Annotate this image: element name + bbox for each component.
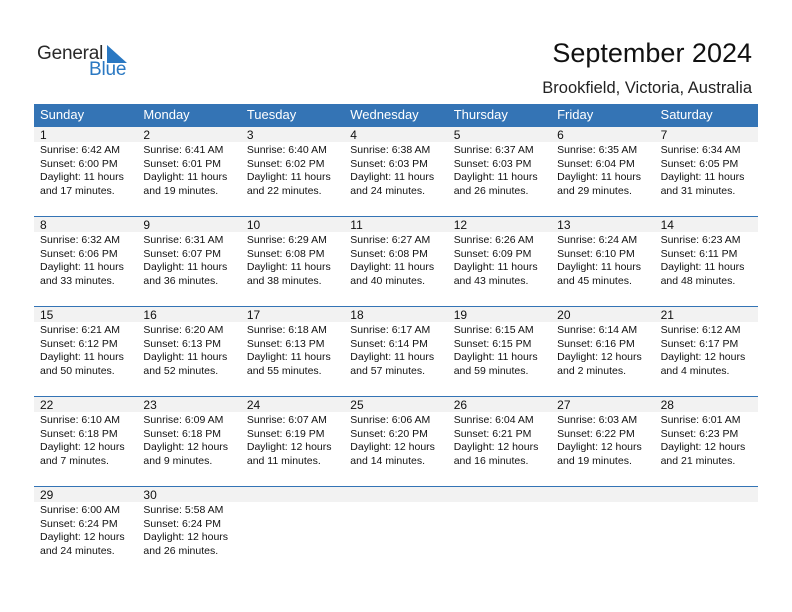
sunset-text: Sunset: 6:12 PM: [40, 337, 118, 350]
daylight-text: Daylight: 11 hours: [557, 261, 641, 274]
sun-info: [557, 414, 642, 468]
minutes-text: and 48 minutes.: [660, 274, 736, 287]
sunset-text: Sunset: 6:11 PM: [660, 247, 738, 260]
day-number: 2: [143, 128, 151, 142]
sunset-text: Sunset: 6:03 PM: [453, 157, 532, 170]
day-cell: [448, 306, 551, 386]
sunrise-text: Sunrise: 6:23 AM: [660, 234, 741, 246]
sun-info: [40, 324, 124, 378]
daylight-text: Daylight: 11 hours: [350, 171, 435, 184]
day-number: 28: [660, 398, 674, 412]
daylight-text: Daylight: 11 hours: [143, 261, 228, 274]
day-number: 15: [40, 308, 54, 322]
sun-info: [557, 234, 641, 288]
sunrise-text: Sunrise: 6:15 AM: [453, 324, 534, 336]
day-cell: [344, 126, 447, 206]
sunrise-text: Sunrise: 6:42 AM: [40, 144, 120, 156]
sun-info: [661, 144, 745, 198]
minutes-text: and 26 minutes.: [453, 184, 529, 197]
calendar-week: [34, 396, 758, 476]
day-number: 24: [246, 398, 261, 412]
daylight-text: Daylight: 11 hours: [40, 261, 124, 274]
sunrise-text: Sunrise: 6:07 AM: [246, 414, 327, 426]
minutes-text: and 4 minutes.: [660, 364, 730, 377]
day-number: 14: [660, 218, 674, 232]
day-cell: [655, 216, 758, 296]
minutes-text: and 36 minutes.: [143, 274, 219, 287]
day-number: 1: [40, 128, 47, 142]
minutes-text: and 22 minutes.: [246, 184, 322, 197]
daylight-text: Daylight: 11 hours: [246, 171, 331, 184]
generalblue-logo: [37, 43, 137, 83]
sunset-text: Sunset: 6:06 PM: [40, 247, 118, 260]
daylight-text: Daylight: 12 hours: [40, 441, 125, 454]
sunset-text: Sunset: 6:01 PM: [143, 157, 222, 170]
day-cell: [655, 126, 758, 206]
daylight-text: Daylight: 11 hours: [40, 351, 124, 364]
day-number: 6: [557, 128, 564, 142]
day-cell: [344, 306, 447, 386]
sunrise-text: Sunrise: 6:21 AM: [40, 324, 120, 336]
daylight-text: Daylight: 11 hours: [350, 351, 435, 364]
day-cell: [34, 126, 137, 206]
sunrise-text: Sunrise: 6:26 AM: [453, 234, 534, 246]
sunrise-text: Sunrise: 5:58 AM: [143, 504, 224, 516]
daylight-text: Daylight: 12 hours: [350, 441, 435, 454]
sun-info: [143, 504, 228, 558]
weekday-header-tuesday: Tuesday: [246, 107, 297, 122]
day-cell: [448, 396, 551, 476]
sun-info: [247, 414, 332, 468]
day-cell: [655, 306, 758, 386]
minutes-text: and 31 minutes.: [660, 184, 736, 197]
minutes-text: and 17 minutes.: [40, 184, 115, 197]
sun-info: [40, 414, 125, 468]
logo-text-general: General: [37, 43, 104, 64]
day-cell: [551, 396, 654, 476]
sun-info: [247, 144, 331, 198]
minutes-text: and 24 minutes.: [350, 184, 425, 197]
daylight-text: Daylight: 11 hours: [246, 351, 331, 364]
daylight-text: Daylight: 12 hours: [143, 441, 229, 454]
minutes-text: and 38 minutes.: [246, 274, 322, 287]
logo-text-blue: Blue: [89, 59, 127, 80]
sunrise-text: Sunrise: 6:37 AM: [453, 144, 534, 156]
daylight-text: Daylight: 12 hours: [246, 441, 332, 454]
sunset-text: Sunset: 6:18 PM: [40, 427, 118, 440]
day-number: 29: [40, 488, 54, 502]
day-cell: [241, 216, 344, 296]
sun-info: [143, 324, 227, 378]
daylight-text: Daylight: 11 hours: [453, 261, 538, 274]
sunset-text: Sunset: 6:24 PM: [40, 517, 118, 530]
sunrise-text: Sunrise: 6:01 AM: [660, 414, 741, 426]
day-cell: [344, 396, 447, 476]
day-number: 22: [40, 398, 54, 412]
sun-info: [661, 324, 746, 378]
minutes-text: and 2 minutes.: [557, 364, 627, 377]
sunset-text: Sunset: 6:23 PM: [660, 427, 739, 440]
day-cell: [551, 216, 654, 296]
day-cell: [34, 486, 137, 566]
sunset-text: Sunset: 6:05 PM: [660, 157, 739, 170]
minutes-text: and 7 minutes.: [40, 454, 109, 467]
sunrise-text: Sunrise: 6:29 AM: [246, 234, 327, 246]
sunrise-text: Sunrise: 6:24 AM: [557, 234, 638, 246]
day-cell: [344, 216, 447, 296]
sun-info: [247, 324, 331, 378]
minutes-text: and 33 minutes.: [40, 274, 115, 287]
sunrise-text: Sunrise: 6:12 AM: [660, 324, 741, 336]
day-number: 25: [350, 398, 364, 412]
sun-info: [454, 234, 538, 288]
daylight-text: Daylight: 12 hours: [143, 531, 229, 544]
sunset-text: Sunset: 6:08 PM: [350, 247, 428, 260]
daylight-text: Daylight: 12 hours: [660, 351, 746, 364]
day-cell: [655, 396, 758, 476]
sunset-text: Sunset: 6:17 PM: [660, 337, 739, 350]
day-number: 20: [557, 308, 571, 322]
day-cell: [448, 126, 551, 206]
sunset-text: Sunset: 6:18 PM: [143, 427, 222, 440]
weekday-header-saturday: Saturday: [660, 107, 713, 122]
day-cell: [137, 126, 240, 206]
sun-info: [661, 414, 746, 468]
sunrise-text: Sunrise: 6:09 AM: [143, 414, 224, 426]
daylight-text: Daylight: 11 hours: [557, 171, 641, 184]
sunset-text: Sunset: 6:04 PM: [557, 157, 635, 170]
sunrise-text: Sunrise: 6:35 AM: [557, 144, 638, 156]
sun-info: [40, 144, 124, 198]
sunrise-text: Sunrise: 6:14 AM: [557, 324, 638, 336]
sun-info: [350, 414, 435, 468]
sunset-text: Sunset: 6:24 PM: [143, 517, 222, 530]
minutes-text: and 52 minutes.: [143, 364, 219, 377]
day-cell: [137, 216, 240, 296]
day-number: 4: [350, 128, 357, 142]
minutes-text: and 26 minutes.: [143, 544, 219, 557]
minutes-text: and 43 minutes.: [453, 274, 529, 287]
sunset-text: Sunset: 6:00 PM: [40, 157, 118, 170]
sun-info: [40, 234, 124, 288]
sunrise-text: Sunrise: 6:03 AM: [557, 414, 638, 426]
sunset-text: Sunset: 6:19 PM: [246, 427, 325, 440]
day-number: 27: [557, 398, 571, 412]
weekday-header-sunday: Sunday: [40, 107, 85, 122]
day-number: 13: [557, 218, 571, 232]
day-number: 11: [350, 218, 363, 232]
daylight-text: Daylight: 11 hours: [40, 171, 124, 184]
sun-info: [350, 324, 434, 378]
day-number: 16: [143, 308, 157, 322]
day-number: 5: [453, 128, 461, 142]
sunrise-text: Sunrise: 6:04 AM: [453, 414, 534, 426]
day-number: 19: [453, 308, 468, 322]
sunset-text: Sunset: 6:03 PM: [350, 157, 428, 170]
daylight-text: Daylight: 11 hours: [143, 351, 228, 364]
daylight-text: Daylight: 11 hours: [453, 351, 538, 364]
sunrise-text: Sunrise: 6:10 AM: [40, 414, 120, 426]
location-subtitle: Brookfield, Victoria, Australia: [542, 79, 752, 97]
day-cell: [241, 306, 344, 386]
sun-info: [143, 414, 228, 468]
sun-info: [143, 144, 227, 198]
day-number: 3: [246, 128, 254, 142]
day-number: 21: [660, 308, 674, 322]
weekday-header-wednesday: Wednesday: [350, 107, 419, 122]
sunset-text: Sunset: 6:13 PM: [143, 337, 222, 350]
minutes-text: and 16 minutes.: [453, 454, 529, 467]
daylight-text: Daylight: 11 hours: [660, 171, 745, 184]
sunrise-text: Sunrise: 6:38 AM: [350, 144, 431, 156]
minutes-text: and 19 minutes.: [557, 454, 632, 467]
sunset-text: Sunset: 6:14 PM: [350, 337, 428, 350]
calendar-week: [34, 306, 758, 386]
sunset-text: Sunset: 6:13 PM: [246, 337, 325, 350]
minutes-text: and 24 minutes.: [40, 544, 115, 557]
sun-info: [557, 144, 641, 198]
day-cell: [137, 306, 240, 386]
minutes-text: and 45 minutes.: [557, 274, 632, 287]
sunrise-text: Sunrise: 6:41 AM: [143, 144, 224, 156]
minutes-text: and 59 minutes.: [453, 364, 529, 377]
minutes-text: and 55 minutes.: [246, 364, 322, 377]
minutes-text: and 21 minutes.: [660, 454, 736, 467]
sunrise-text: Sunrise: 6:32 AM: [40, 234, 120, 246]
day-cell: [241, 126, 344, 206]
sunset-text: Sunset: 6:09 PM: [453, 247, 532, 260]
weekday-header-friday: Friday: [557, 107, 594, 122]
daylight-text: Daylight: 11 hours: [143, 171, 228, 184]
day-cell: [137, 486, 240, 566]
calendar-week: [34, 486, 758, 566]
calendar-week: [34, 216, 758, 296]
day-number: 7: [660, 128, 668, 142]
page-title: September 2024: [552, 38, 752, 68]
day-number: 8: [40, 218, 47, 232]
day-number: 17: [246, 308, 261, 322]
sunset-text: Sunset: 6:08 PM: [246, 247, 325, 260]
minutes-text: and 40 minutes.: [350, 274, 425, 287]
minutes-text: and 9 minutes.: [143, 454, 213, 467]
daylight-text: Daylight: 11 hours: [246, 261, 331, 274]
sunset-text: Sunset: 6:15 PM: [453, 337, 532, 350]
sun-info: [350, 144, 434, 198]
sun-info: [454, 414, 539, 468]
sunset-text: Sunset: 6:20 PM: [350, 427, 428, 440]
sunrise-text: Sunrise: 6:34 AM: [660, 144, 741, 156]
day-cell: [137, 396, 240, 476]
sunrise-text: Sunrise: 6:40 AM: [246, 144, 327, 156]
daylight-text: Daylight: 12 hours: [453, 441, 539, 454]
weekday-header-monday: Monday: [143, 107, 190, 122]
sunrise-text: Sunrise: 6:00 AM: [40, 504, 120, 516]
day-number: 12: [453, 218, 468, 232]
sun-info: [350, 234, 434, 288]
sun-info: [143, 234, 227, 288]
day-number: 26: [453, 398, 468, 412]
daylight-text: Daylight: 11 hours: [660, 261, 745, 274]
sunrise-text: Sunrise: 6:17 AM: [350, 324, 431, 336]
day-number: 18: [350, 308, 364, 322]
day-number: 30: [143, 488, 157, 502]
day-cell: [448, 216, 551, 296]
daylight-text: Daylight: 12 hours: [557, 351, 642, 364]
minutes-text: and 50 minutes.: [40, 364, 115, 377]
day-cell: [34, 396, 137, 476]
day-cell: [551, 306, 654, 386]
weekday-header-thursday: Thursday: [453, 107, 508, 122]
sunset-text: Sunset: 6:10 PM: [557, 247, 635, 260]
daylight-text: Daylight: 12 hours: [40, 531, 125, 544]
sunrise-text: Sunrise: 6:18 AM: [246, 324, 327, 336]
sunrise-text: Sunrise: 6:31 AM: [143, 234, 224, 246]
daylight-text: Daylight: 12 hours: [660, 441, 746, 454]
sun-info: [557, 324, 642, 378]
calendar-week: [34, 126, 758, 206]
day-cell: [241, 396, 344, 476]
day-number: 9: [143, 218, 151, 232]
sunset-text: Sunset: 6:02 PM: [246, 157, 325, 170]
day-cell: [34, 306, 137, 386]
minutes-text: and 19 minutes.: [143, 184, 219, 197]
day-number: 23: [143, 398, 157, 412]
sunset-text: Sunset: 6:07 PM: [143, 247, 222, 260]
sunrise-text: Sunrise: 6:27 AM: [350, 234, 431, 246]
minutes-text: and 57 minutes.: [350, 364, 425, 377]
sun-info: [247, 234, 331, 288]
sunset-text: Sunset: 6:21 PM: [453, 427, 532, 440]
daylight-text: Daylight: 11 hours: [350, 261, 435, 274]
day-number: 10: [246, 218, 261, 232]
daylight-text: Daylight: 12 hours: [557, 441, 642, 454]
sunset-text: Sunset: 6:22 PM: [557, 427, 635, 440]
sun-info: [454, 144, 538, 198]
day-cell: [551, 126, 654, 206]
sunrise-text: Sunrise: 6:06 AM: [350, 414, 431, 426]
sunset-text: Sunset: 6:16 PM: [557, 337, 635, 350]
day-cell: [34, 216, 137, 296]
weekday-header-row: [34, 104, 758, 126]
daylight-text: Daylight: 11 hours: [453, 171, 538, 184]
minutes-text: and 14 minutes.: [350, 454, 425, 467]
sun-info: [40, 504, 125, 558]
minutes-text: and 11 minutes.: [246, 454, 321, 467]
sun-info: [661, 234, 745, 288]
sun-info: [454, 324, 538, 378]
minutes-text: and 29 minutes.: [557, 184, 632, 197]
sunrise-text: Sunrise: 6:20 AM: [143, 324, 224, 336]
